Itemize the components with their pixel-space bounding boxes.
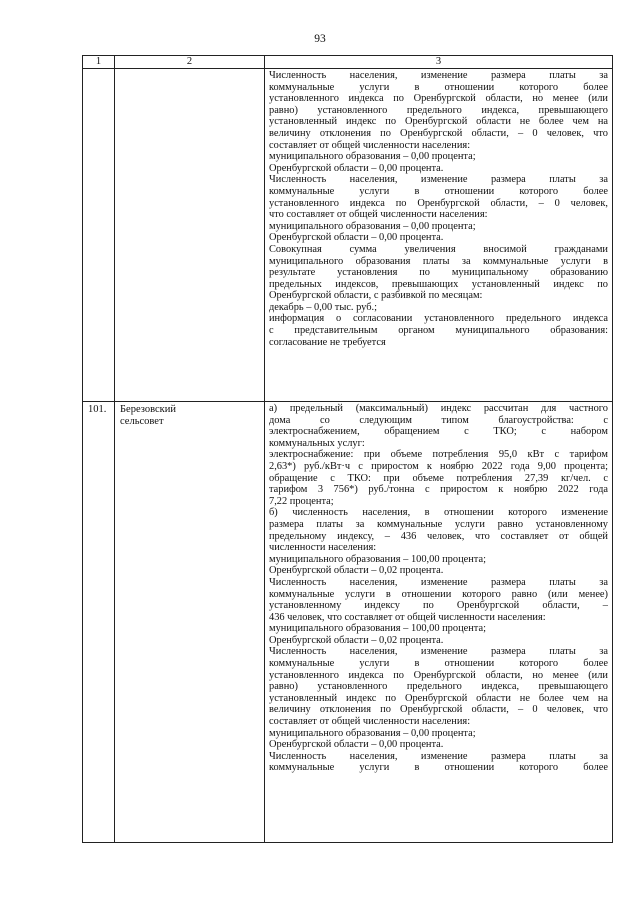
text-line: муниципального образования – 100,00 процента;	[269, 623, 486, 635]
text-line: тарифом 3 756*) руб./тонна с приростом к ноябрю 2022 года	[269, 484, 608, 496]
row-number-cell	[83, 402, 115, 843]
index-table	[82, 55, 613, 843]
description-cell	[265, 69, 613, 402]
description-cell	[265, 402, 613, 843]
table-header-row	[83, 56, 613, 69]
text-line: установленному индексу по Оренбургской области, –	[269, 600, 608, 612]
text-line: коммунальные услуги в отношении которого более	[269, 762, 608, 774]
municipality-name-line: сельсовет	[120, 415, 164, 427]
text-line: муниципального образования – 0,00 процента;	[269, 727, 476, 739]
table-row-continuation	[83, 69, 613, 402]
text-line: муниципального образования платы за коммунальные услуги в	[269, 255, 608, 267]
text-line: Численность населения, изменение размера платы за	[269, 750, 608, 762]
text-line: установленный индекс по Оренбургской области не более чем на	[269, 116, 608, 128]
text-line: Оренбургской области – 0,00 процента.	[269, 232, 444, 244]
text-line: обращение с ТКО: при объеме потребления 27,39 кг/чел. с	[269, 472, 608, 484]
text-line: дома со следующим типом благоустройства: с	[269, 414, 608, 426]
text-line: составляет от общей численности населения:	[269, 139, 471, 151]
text-line: коммунальных услуг:	[269, 437, 365, 449]
municipality-cell	[115, 402, 265, 843]
text-line: предельных индексов, превышающих установленный индекс по	[269, 278, 608, 290]
text-line: б) численность населения, в отношении которого изменение	[269, 507, 608, 519]
municipality-name-line: Березовский	[120, 404, 176, 415]
text-line: Численность населения, изменение размера платы за	[269, 174, 608, 186]
text-line: предельному индексу, – 436 человек, что составляет от общей	[269, 530, 608, 542]
text-line: Численность населения, изменение размера платы за	[269, 576, 608, 588]
text-line: муниципального образования – 0,00 процента;	[269, 151, 476, 163]
text-line: Оренбургской области – 0,02 процента.	[269, 634, 444, 646]
text-line: согласование не требуется	[269, 336, 386, 348]
text-line: численности населения:	[269, 542, 377, 554]
text-line: величину отклонения по Оренбургской области, – 0 человек, что	[269, 127, 608, 139]
text-line: а) предельный (максимальный) индекс рассчитан для частного	[269, 403, 608, 414]
row-number-cell	[83, 69, 115, 402]
text-line: Совокупная сумма увеличения вносимой гражданами	[269, 243, 608, 255]
text-line: коммунальные услуги в отношении которого равно (или менее)	[269, 588, 608, 600]
header-col-1: 1	[83, 56, 115, 69]
text-line: Численность населения, изменение размера платы за	[269, 646, 608, 658]
text-line: информация о согласовании установленного предельного индекса	[269, 313, 608, 325]
text-line: Оренбургской области – 0,00 процента.	[269, 162, 444, 174]
table-row-101	[83, 402, 613, 843]
text-line: установленный индекс по Оренбургской области не более чем на	[269, 692, 608, 704]
text-line: равно) установленного предельного индекса, превышающего	[269, 681, 608, 693]
text-line: коммунальные услуги в отношении которого более	[269, 658, 608, 670]
text-line: установленного индекса по Оренбургской области, но менее (или	[269, 93, 608, 105]
text-line: 7,22 процента;	[269, 495, 334, 507]
text-line: составляет от общей численности населения:	[269, 716, 471, 728]
text-line: декабрь – 0,00 тыс. руб.;	[269, 301, 378, 313]
municipality-cell	[115, 69, 265, 402]
text-line: размера платы за коммунальные услуги равно установленному	[269, 518, 608, 530]
text-line: с представительным органом муниципального образования:	[269, 325, 608, 337]
text-line: величину отклонения по Оренбургской области, – 0 человек, что	[269, 704, 608, 716]
header-col-3: 3	[265, 56, 613, 69]
text-line: муниципального образования – 100,00 процента;	[269, 553, 486, 565]
text-line: электроснабжение: при объеме потребления 95,0 кВт с тарифом	[269, 449, 608, 461]
text-line: результате установления по муниципальному образованию	[269, 267, 608, 279]
text-line: установленного индекса по Оренбургской области, – 0 человек,	[269, 197, 608, 209]
text-line: Оренбургской области, с разбивкой по месяцам:	[269, 290, 483, 302]
text-line: коммунальные услуги в отношении которого более	[269, 185, 608, 197]
page-number: 93	[314, 33, 326, 45]
text-line: установленного индекса по Оренбургской области, но менее (или	[269, 669, 608, 681]
row-number: 101.	[88, 404, 107, 415]
text-line: Оренбургской области – 0,00 процента.	[269, 739, 444, 751]
text-line: 2,63*) руб./кВт·ч с приростом к ноябрю 2022 года 9,00 процента;	[269, 460, 608, 472]
text-line: 436 человек, что составляет от общей численности населения:	[269, 611, 546, 623]
text-line: коммунальные услуги в отношении которого более	[269, 81, 608, 93]
text-line: электроснабжением, обращением с ТКО; с набором	[269, 426, 608, 438]
text-line: равно) установленного предельного индекса, превышающего	[269, 104, 608, 116]
header-col-2: 2	[115, 56, 265, 69]
text-line: что составляет от общей численности населения:	[269, 209, 488, 221]
text-line: Оренбургской области – 0,02 процента.	[269, 565, 444, 577]
text-line: Численность населения, изменение размера платы за	[269, 70, 608, 81]
text-line: муниципального образования – 0,00 процента;	[269, 220, 476, 232]
